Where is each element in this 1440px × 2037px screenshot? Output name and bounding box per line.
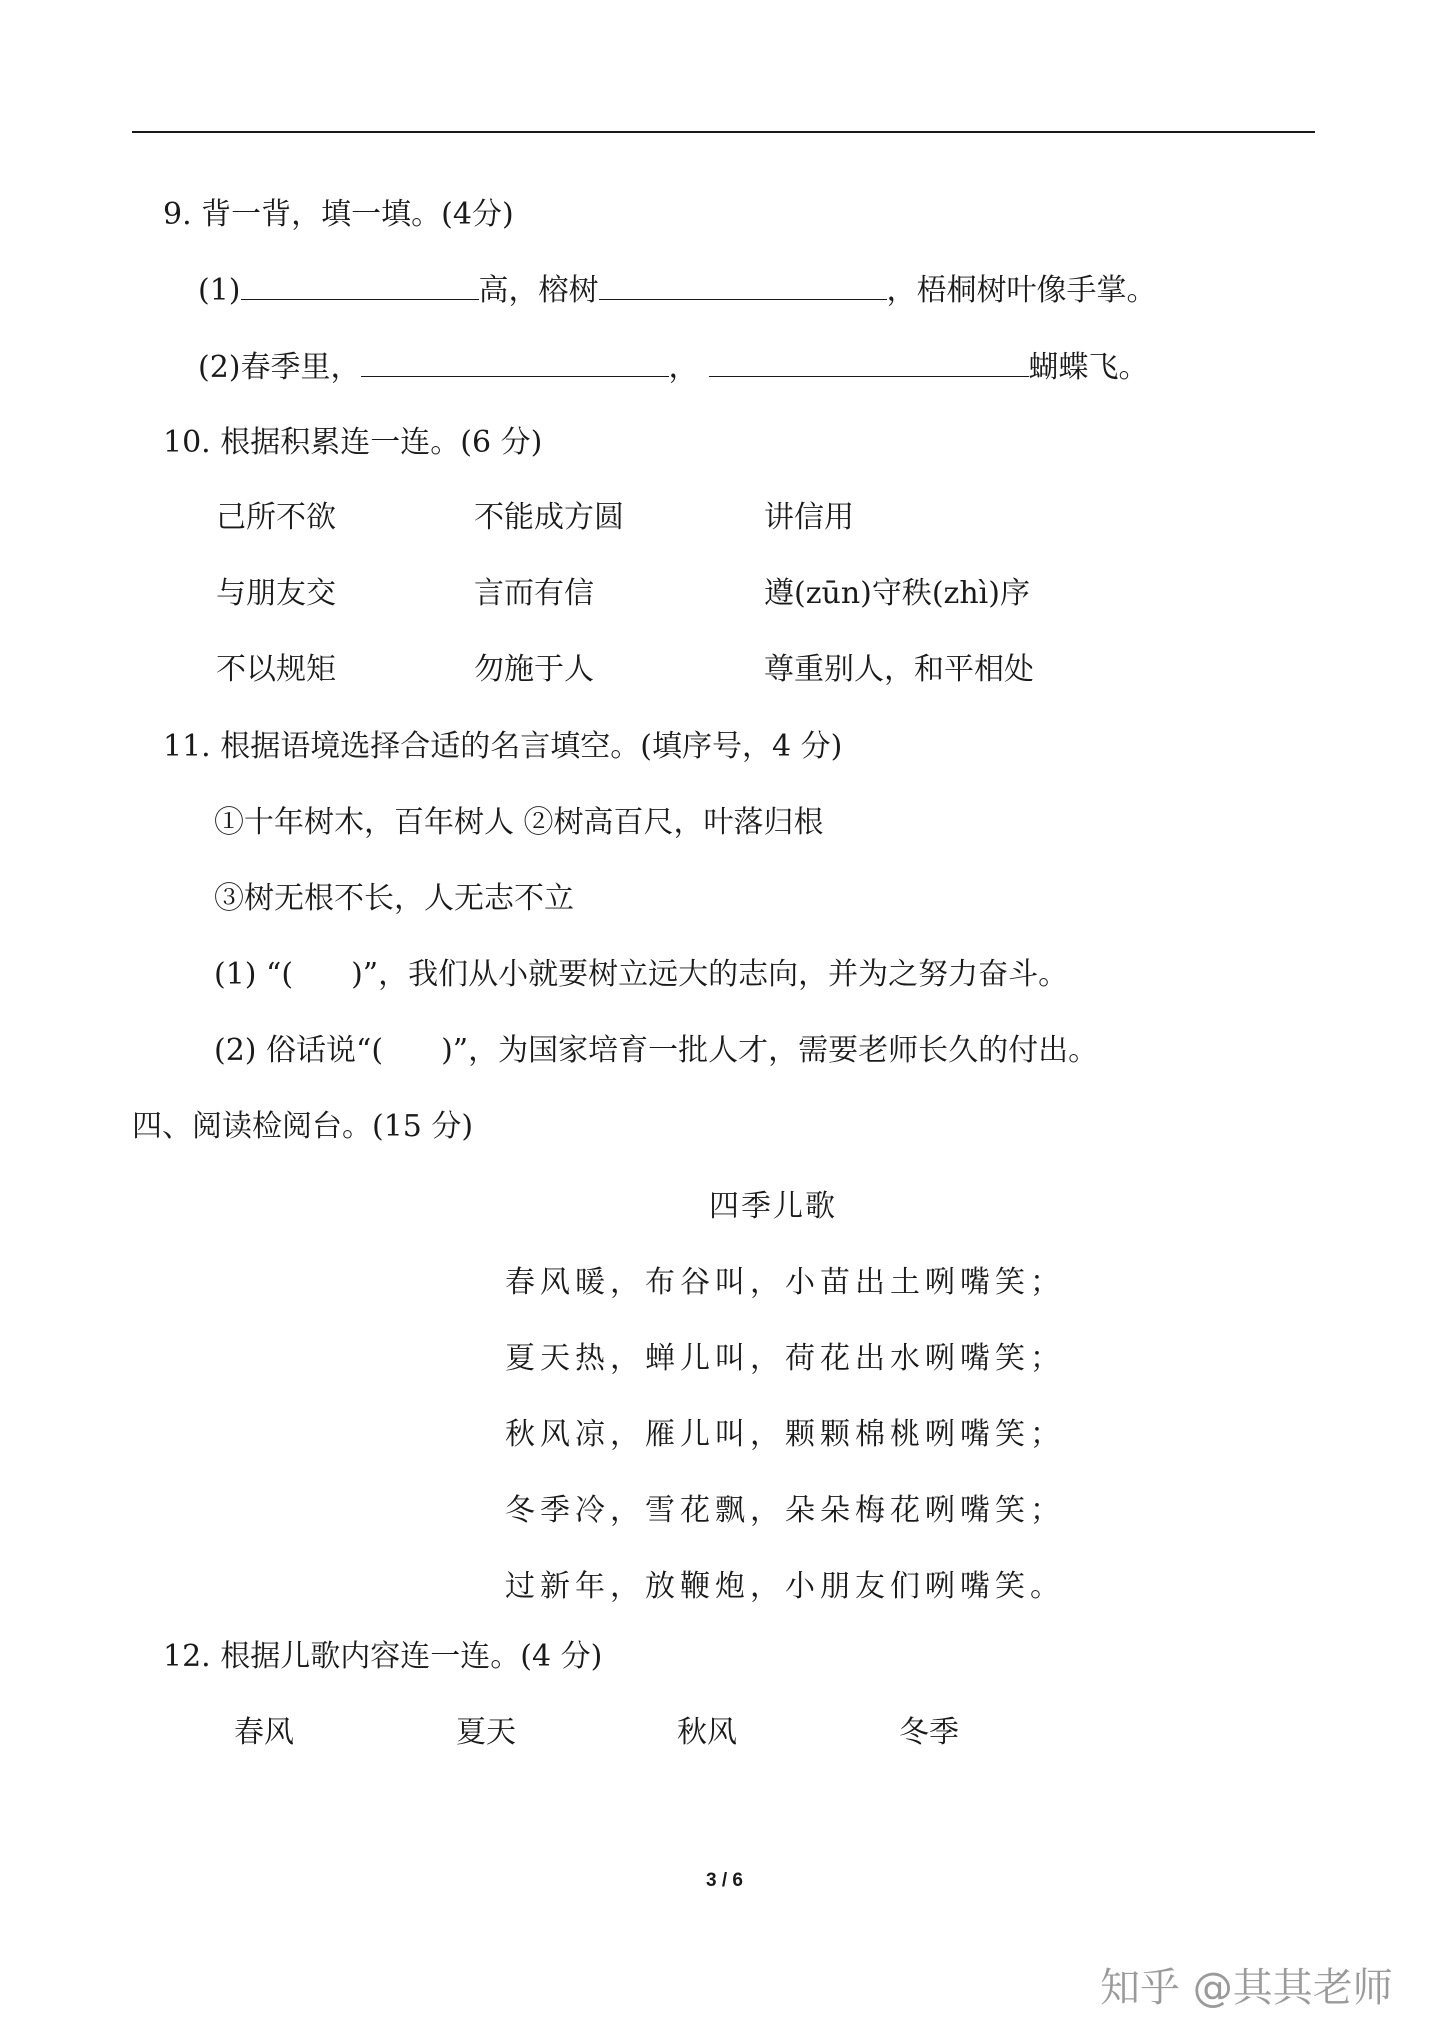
q11-item-2-pre: (2) 俗话说“( xyxy=(214,1033,384,1068)
q11-item-1 xyxy=(214,955,1068,995)
q10-right-2: 遵(zūn)守秩(zhì)序 xyxy=(764,576,1030,611)
q9-line1-part1: (1) xyxy=(198,273,241,308)
q10-left-2: 与朋友交 xyxy=(216,576,336,611)
q12-item-2: 夏天 xyxy=(456,1715,516,1750)
q11-item-1-pre: (1) “( xyxy=(214,957,294,992)
q12-item-4: 冬季 xyxy=(899,1715,959,1750)
q9-line1-part3: ，梧桐树叶像手掌。 xyxy=(886,273,1157,308)
q10-mid-2: 言而有信 xyxy=(474,576,594,611)
q9-line1-part2: 高，榕树 xyxy=(478,273,599,308)
q10-right-3: 尊重别人，和平相处 xyxy=(764,652,1034,687)
q9-line2-part1: (2)春季里， xyxy=(198,350,361,385)
q9-blank-4[interactable] xyxy=(709,348,1029,377)
q9-blank-1[interactable] xyxy=(241,271,479,300)
poem-title: 四季儿歌 xyxy=(709,1189,837,1224)
watermark: 知乎 @其其老师 xyxy=(1100,1965,1393,2011)
poem-line-4: 冬季冷，雪花飘，朵朵梅花咧嘴笑； xyxy=(505,1493,1065,1528)
q10-left-1: 己所不欲 xyxy=(216,500,336,535)
q11-options-2: ③树无根不长，人无志不立 xyxy=(214,881,574,916)
q9-line2 xyxy=(198,348,1149,388)
q10-title: 10. 根据积累连一连。(6 分) xyxy=(163,425,543,460)
q10-mid-1: 不能成方圆 xyxy=(474,500,624,535)
q9-line2-part3: 蝴蝶飞。 xyxy=(1028,350,1149,385)
q12-item-3: 秋风 xyxy=(677,1715,737,1750)
q11-options-1: ①十年树木，百年树人 ②树高百尺，叶落归根 xyxy=(214,805,824,840)
q9-line2-part2: ， xyxy=(668,350,699,385)
q11-item-1-post: )”，我们从小就要树立远大的志向，并为之努力奋斗。 xyxy=(351,957,1069,992)
q9-blank-3[interactable] xyxy=(361,348,669,377)
q11-item-2 xyxy=(214,1031,1098,1071)
q9-line1 xyxy=(198,271,1157,311)
poem-line-3: 秋风凉，雁儿叫，颗颗棉桃咧嘴笑； xyxy=(505,1417,1065,1452)
q12-title: 12. 根据儿歌内容连一连。(4 分) xyxy=(163,1639,603,1674)
q11-item-2-post: )”，为国家培育一批人才，需要老师长久的付出。 xyxy=(441,1033,1099,1068)
poem-line-2: 夏天热，蝉儿叫，荷花出水咧嘴笑； xyxy=(505,1341,1065,1376)
q10-left-3: 不以规矩 xyxy=(216,652,336,687)
q9-title: 9. 背一背，填一填。(4分) xyxy=(163,197,514,232)
poem-line-5: 过新年，放鞭炮，小朋友们咧嘴笑。 xyxy=(505,1569,1065,1604)
q11-title: 11. 根据语境选择合适的名言填空。(填序号，4 分) xyxy=(163,729,843,764)
header-rule xyxy=(132,131,1315,133)
q10-mid-3: 勿施于人 xyxy=(474,652,594,687)
section4-title: 四、阅读检阅台。(15 分) xyxy=(132,1109,474,1144)
q9-blank-2[interactable] xyxy=(599,271,887,300)
q10-right-1: 讲信用 xyxy=(764,500,854,535)
q12-item-1: 春风 xyxy=(234,1715,294,1750)
poem-line-1: 春风暖，布谷叫，小苗出土咧嘴笑； xyxy=(505,1265,1065,1300)
page-number: 3 / 6 xyxy=(706,1870,743,1891)
